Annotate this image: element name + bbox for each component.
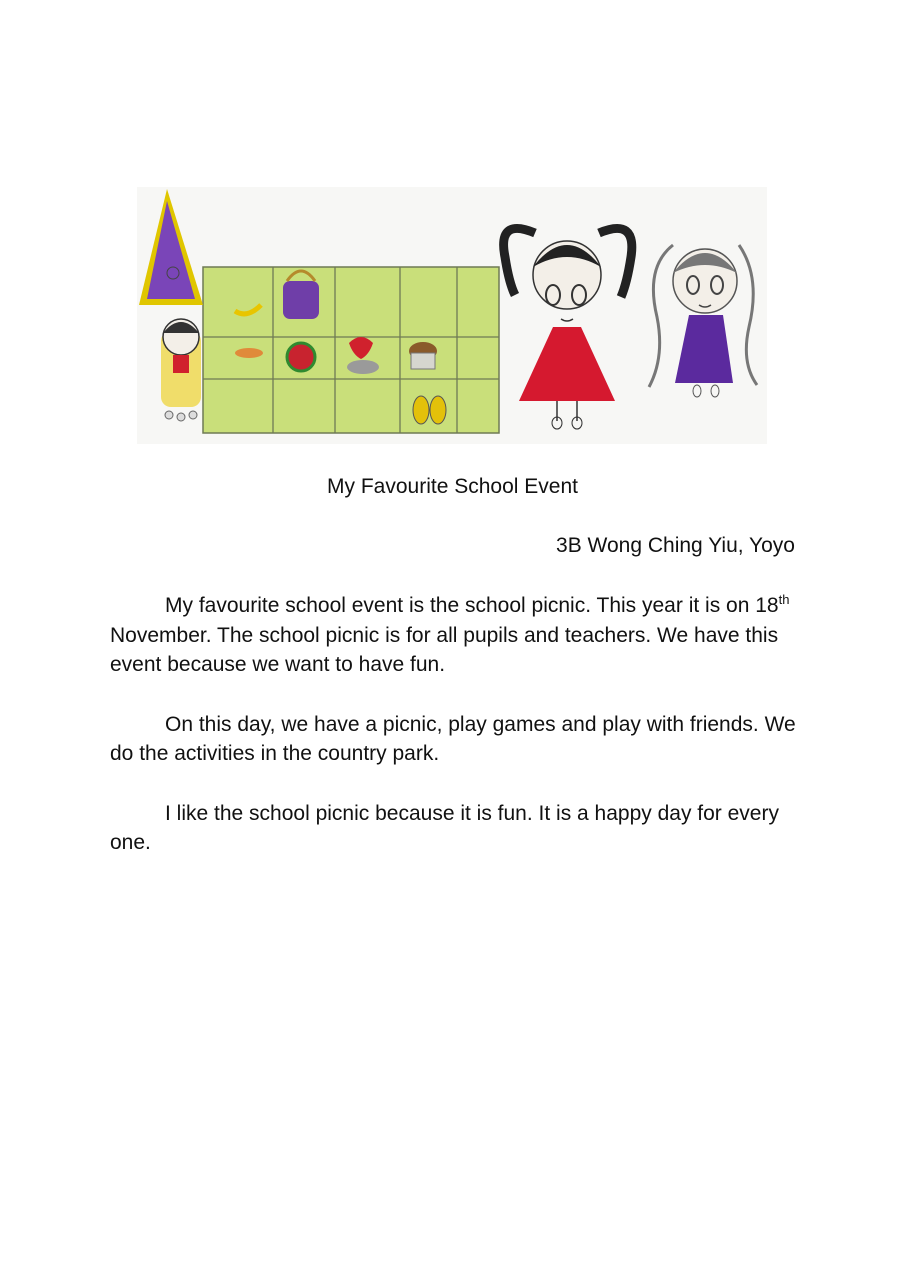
ordinal-suffix: th	[778, 592, 790, 607]
watermelon-icon	[287, 343, 315, 371]
essay-title: My Favourite School Event	[327, 475, 578, 498]
small-child-figure	[161, 319, 201, 421]
author-line: 3B Wong Ching Yiu, Yoyo	[556, 534, 795, 557]
picnic-drawing	[137, 187, 767, 444]
paragraph-text: November. The school picnic is for all pupils and teachers. We have this event because we want to have fun.	[110, 623, 779, 676]
paragraph	[110, 710, 800, 769]
girl-purple-dress-figure	[649, 245, 757, 397]
bread-icon	[235, 348, 263, 358]
paragraph-text: On this day, we have a picnic, play games and play with friends. We do the activities in the country park.	[110, 712, 796, 765]
paragraph-text: I like the school picnic because it is fun. It is a happy day for every one.	[110, 801, 779, 854]
crayon-illustration	[137, 187, 767, 444]
tent-icon	[139, 189, 203, 305]
cupcake-icon	[409, 342, 437, 369]
girl-red-dress-figure	[504, 228, 632, 429]
paragraph	[110, 591, 800, 680]
essay-body	[110, 591, 800, 888]
paragraph-text: My favourite school event is the school picnic. This year it is on 18	[165, 594, 779, 617]
paragraph	[110, 799, 800, 858]
